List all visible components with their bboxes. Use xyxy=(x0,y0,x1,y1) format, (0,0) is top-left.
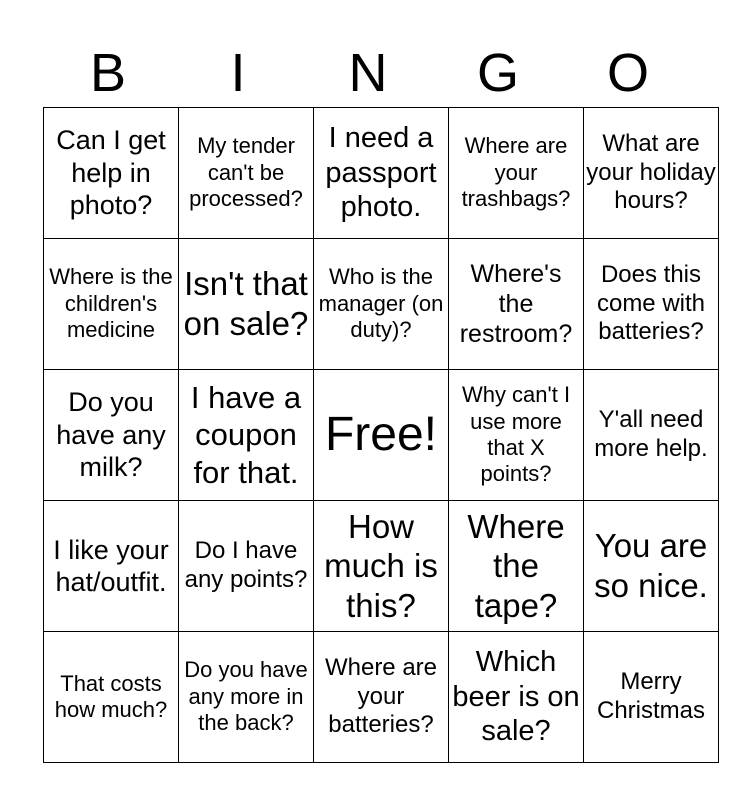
bingo-cell[interactable]: My tender can't be processed? xyxy=(179,108,314,239)
bingo-header xyxy=(43,38,693,108)
bingo-cell[interactable]: Where are your batteries? xyxy=(314,632,449,763)
bingo-row xyxy=(44,501,719,632)
bingo-row xyxy=(44,632,719,763)
header-letter-o: O xyxy=(606,43,649,103)
bingo-row xyxy=(44,239,719,370)
bingo-cell[interactable]: Which beer is on sale? xyxy=(449,632,584,763)
bingo-cell[interactable]: I need a passport photo. xyxy=(314,108,449,239)
bingo-cell[interactable]: Isn't that on sale? xyxy=(179,239,314,370)
bingo-cell[interactable]: Why can't I use more that X points? xyxy=(449,370,584,501)
header-letter-i: I xyxy=(230,43,246,103)
bingo-cell[interactable]: Can I get help in photo? xyxy=(44,108,179,239)
bingo-cell[interactable]: Where is the children's medicine xyxy=(44,239,179,370)
bingo-cell[interactable]: What are your holiday hours? xyxy=(584,108,719,239)
bingo-cell[interactable]: I like your hat/outfit. xyxy=(44,501,179,632)
bingo-cell[interactable]: Where's the restroom? xyxy=(449,239,584,370)
bingo-cell[interactable]: Do I have any points? xyxy=(179,501,314,632)
bingo-cell[interactable]: That costs how much? xyxy=(44,632,179,763)
bingo-cell[interactable]: I have a coupon for that. xyxy=(179,370,314,501)
bingo-cell[interactable]: You are so nice. xyxy=(584,501,719,632)
header-letter-b: B xyxy=(89,43,127,103)
bingo-row xyxy=(44,370,719,501)
bingo-cell[interactable]: How much is this? xyxy=(314,501,449,632)
header-letter-g: G xyxy=(476,43,519,103)
bingo-cell[interactable]: Merry Christmas xyxy=(584,632,719,763)
bingo-cell[interactable]: Does this come with batteries? xyxy=(584,239,719,370)
free-space-cell[interactable]: Free! xyxy=(314,370,449,501)
bingo-row xyxy=(44,108,719,239)
bingo-cell[interactable]: Do you have any milk? xyxy=(44,370,179,501)
header-letter-n: N xyxy=(348,43,388,103)
bingo-cell[interactable]: Y'all need more help. xyxy=(584,370,719,501)
bingo-cell[interactable]: Who is the manager (on duty)? xyxy=(314,239,449,370)
bingo-cell[interactable]: Where are your trashbags? xyxy=(449,108,584,239)
bingo-card xyxy=(43,107,719,763)
bingo-cell[interactable]: Do you have any more in the back? xyxy=(179,632,314,763)
bingo-cell[interactable]: Where the tape? xyxy=(449,501,584,632)
